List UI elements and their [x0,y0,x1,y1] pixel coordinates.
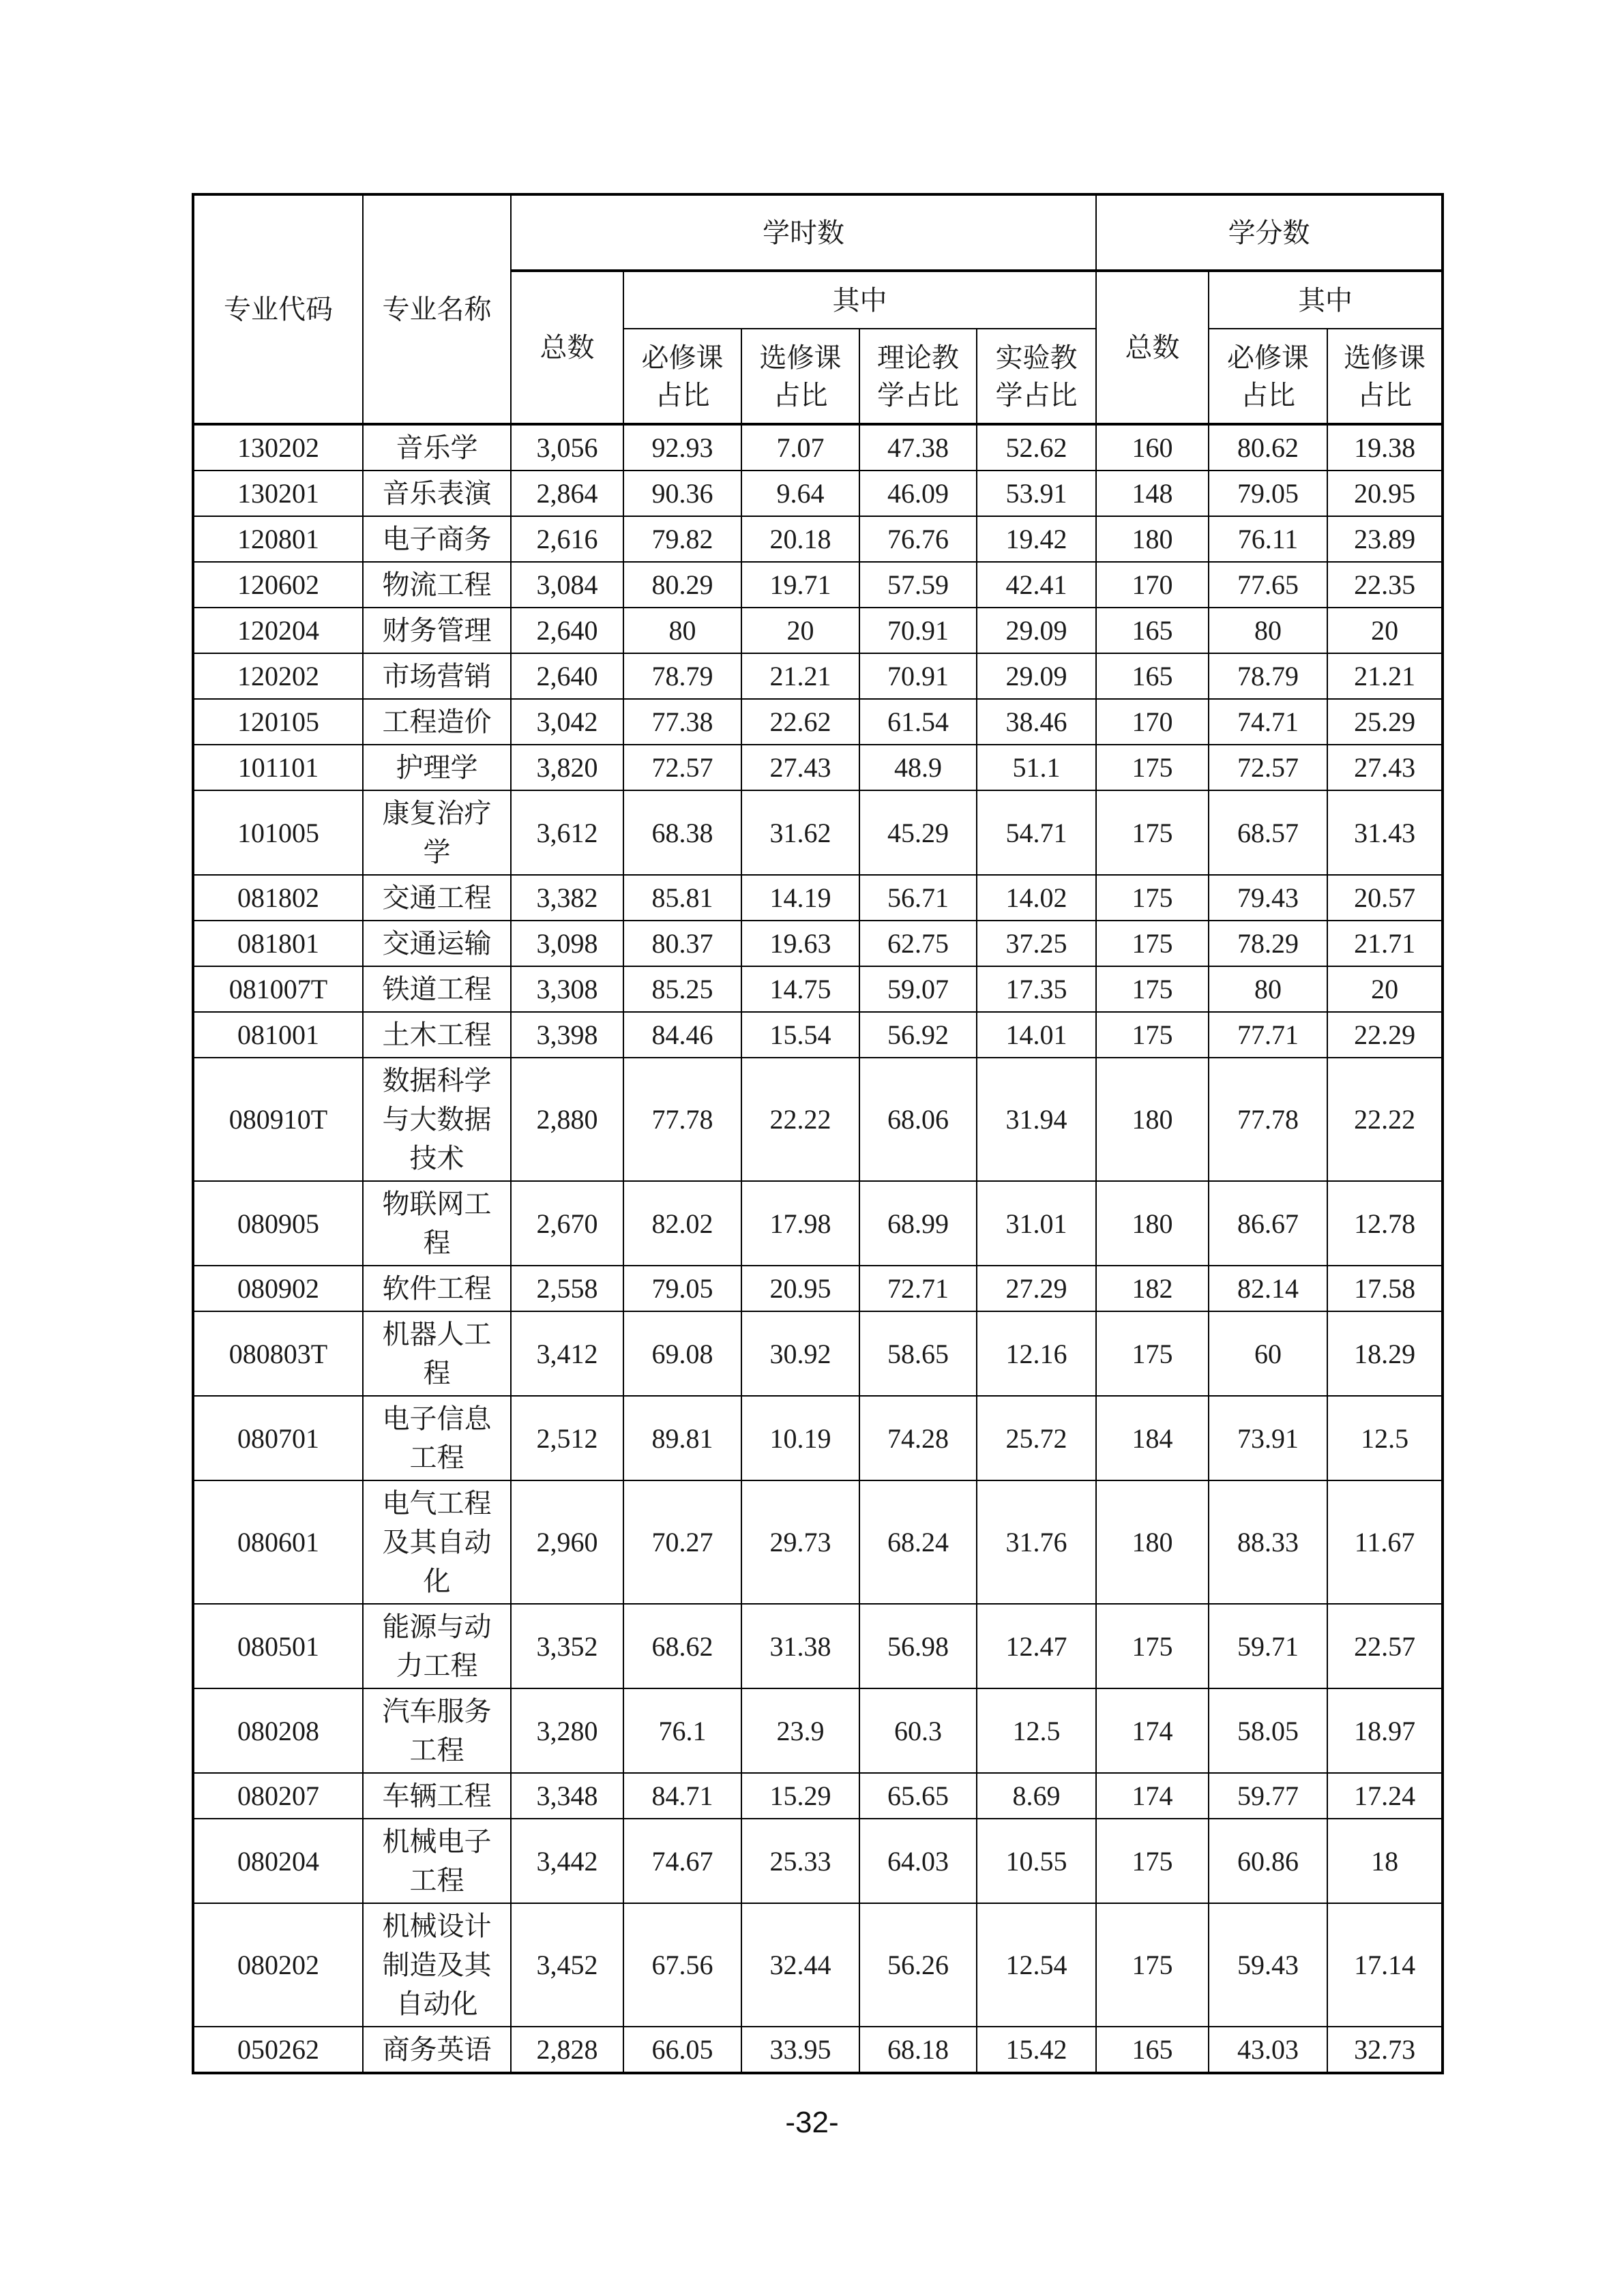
cell-code: 080701 [193,1396,363,1480]
cell-h_exp: 12.5 [977,1688,1096,1773]
cell-code: 081802 [193,875,363,921]
table-row [193,424,1443,471]
cell-c_elec: 17.58 [1327,1266,1443,1311]
cell-h_elec: 25.33 [741,1819,859,1903]
cell-h_exp: 12.54 [977,1903,1096,2027]
cell-h_theory: 56.92 [859,1012,977,1058]
cell-code: 130201 [193,471,363,516]
cell-c_total: 170 [1096,699,1209,745]
cell-h_exp: 19.42 [977,516,1096,562]
cell-h_total: 3,042 [511,699,623,745]
table-row [193,1819,1443,1903]
cell-h_theory: 62.75 [859,921,977,966]
table-row [193,1058,1443,1181]
cell-name: 机械电子工程 [363,1819,511,1903]
cell-c_elec: 12.5 [1327,1396,1443,1480]
cell-c_total: 180 [1096,516,1209,562]
header-hours-of-which: 其中 [623,271,1096,329]
cell-c_req: 78.29 [1209,921,1327,966]
cell-name: 工程造价 [363,699,511,745]
cell-h_exp: 42.41 [977,562,1096,608]
cell-c_total: 184 [1096,1396,1209,1480]
cell-name: 软件工程 [363,1266,511,1311]
cell-h_elec: 20 [741,608,859,653]
cell-name: 机器人工程 [363,1311,511,1396]
cell-c_total: 165 [1096,608,1209,653]
cell-h_total: 3,280 [511,1688,623,1773]
cell-c_total: 175 [1096,875,1209,921]
header-credits-group: 学分数 [1096,194,1443,271]
cell-c_elec: 17.24 [1327,1773,1443,1819]
cell-c_elec: 22.29 [1327,1012,1443,1058]
cell-c_total: 175 [1096,1012,1209,1058]
cell-c_req: 80 [1209,608,1327,653]
cell-c_elec: 19.38 [1327,424,1443,471]
cell-c_elec: 23.89 [1327,516,1443,562]
cell-h_exp: 29.09 [977,653,1096,699]
table-row [193,1903,1443,2027]
cell-c_total: 175 [1096,1819,1209,1903]
cell-c_req: 58.05 [1209,1688,1327,1773]
cell-c_total: 175 [1096,921,1209,966]
table-row [193,608,1443,653]
cell-code: 081007T [193,966,363,1012]
cell-h_req: 80 [623,608,741,653]
cell-h_req: 79.05 [623,1266,741,1311]
cell-h_elec: 20.95 [741,1266,859,1311]
cell-c_total: 174 [1096,1688,1209,1773]
majors-statistics-table [192,193,1444,2074]
cell-c_elec: 25.29 [1327,699,1443,745]
cell-h_elec: 20.18 [741,516,859,562]
cell-h_elec: 9.64 [741,471,859,516]
table-row [193,1396,1443,1480]
cell-h_req: 76.1 [623,1688,741,1773]
cell-h_theory: 74.28 [859,1396,977,1480]
cell-name: 铁道工程 [363,966,511,1012]
table-row [193,699,1443,745]
cell-c_req: 79.05 [1209,471,1327,516]
cell-c_req: 60.86 [1209,1819,1327,1903]
table-row [193,1266,1443,1311]
cell-c_total: 148 [1096,471,1209,516]
cell-c_req: 78.79 [1209,653,1327,699]
cell-h_exp: 51.1 [977,745,1096,790]
cell-c_req: 80 [1209,966,1327,1012]
cell-c_total: 175 [1096,1903,1209,2027]
cell-c_total: 165 [1096,653,1209,699]
cell-c_req: 59.43 [1209,1903,1327,2027]
cell-h_req: 84.46 [623,1012,741,1058]
cell-c_total: 175 [1096,1604,1209,1688]
cell-h_total: 2,640 [511,653,623,699]
table-row [193,745,1443,790]
cell-name: 电子信息工程 [363,1396,511,1480]
cell-c_elec: 21.21 [1327,653,1443,699]
cell-c_elec: 22.22 [1327,1058,1443,1181]
cell-h_exp: 14.02 [977,875,1096,921]
cell-name: 康复治疗学 [363,790,511,875]
cell-h_req: 85.25 [623,966,741,1012]
cell-name: 商务英语 [363,2027,511,2073]
cell-h_theory: 61.54 [859,699,977,745]
cell-h_exp: 8.69 [977,1773,1096,1819]
cell-c_req: 77.65 [1209,562,1327,608]
cell-h_theory: 48.9 [859,745,977,790]
cell-h_req: 66.05 [623,2027,741,2073]
cell-h_elec: 10.19 [741,1396,859,1480]
cell-code: 101005 [193,790,363,875]
cell-c_elec: 18.29 [1327,1311,1443,1396]
cell-h_total: 3,412 [511,1311,623,1396]
cell-name: 音乐学 [363,424,511,471]
cell-h_total: 2,880 [511,1058,623,1181]
header-credits-elective-ratio: 选修课占比 [1327,329,1443,424]
cell-code: 130202 [193,424,363,471]
table-row [193,1688,1443,1773]
cell-h_exp: 17.35 [977,966,1096,1012]
cell-c_elec: 22.35 [1327,562,1443,608]
cell-h_total: 3,084 [511,562,623,608]
cell-h_total: 3,098 [511,921,623,966]
cell-h_theory: 45.29 [859,790,977,875]
cell-h_req: 80.29 [623,562,741,608]
header-hours-total: 总数 [511,271,623,424]
cell-h_elec: 22.22 [741,1058,859,1181]
cell-name: 交通工程 [363,875,511,921]
cell-h_theory: 68.06 [859,1058,977,1181]
cell-name: 数据科学与大数据技术 [363,1058,511,1181]
cell-h_elec: 23.9 [741,1688,859,1773]
cell-h_elec: 19.71 [741,562,859,608]
cell-h_theory: 47.38 [859,424,977,471]
cell-h_elec: 31.62 [741,790,859,875]
cell-c_req: 88.33 [1209,1480,1327,1604]
cell-h_theory: 57.59 [859,562,977,608]
cell-h_theory: 56.98 [859,1604,977,1688]
cell-h_req: 77.78 [623,1058,741,1181]
table-row [193,966,1443,1012]
cell-c_total: 170 [1096,562,1209,608]
table-row [193,1480,1443,1604]
cell-h_total: 2,864 [511,471,623,516]
cell-h_exp: 31.01 [977,1181,1096,1266]
cell-h_exp: 54.71 [977,790,1096,875]
cell-h_theory: 72.71 [859,1266,977,1311]
cell-h_total: 3,308 [511,966,623,1012]
cell-h_exp: 27.29 [977,1266,1096,1311]
cell-h_theory: 56.26 [859,1903,977,2027]
cell-c_elec: 22.57 [1327,1604,1443,1688]
cell-c_elec: 31.43 [1327,790,1443,875]
cell-h_total: 2,616 [511,516,623,562]
cell-h_theory: 59.07 [859,966,977,1012]
cell-h_req: 68.62 [623,1604,741,1688]
cell-h_elec: 31.38 [741,1604,859,1688]
table-header [193,194,1443,424]
header-experiment-teaching-ratio: 实验教学占比 [977,329,1096,424]
cell-h_theory: 58.65 [859,1311,977,1396]
cell-h_total: 2,558 [511,1266,623,1311]
cell-h_theory: 76.76 [859,516,977,562]
cell-h_exp: 10.55 [977,1819,1096,1903]
cell-h_theory: 65.65 [859,1773,977,1819]
cell-code: 120105 [193,699,363,745]
header-major-name: 专业名称 [363,194,511,424]
cell-h_req: 92.93 [623,424,741,471]
cell-h_total: 3,612 [511,790,623,875]
cell-code: 120204 [193,608,363,653]
cell-c_elec: 11.67 [1327,1480,1443,1604]
cell-code: 120602 [193,562,363,608]
cell-name: 汽车服务工程 [363,1688,511,1773]
cell-name: 物流工程 [363,562,511,608]
cell-code: 080601 [193,1480,363,1604]
cell-c_total: 165 [1096,2027,1209,2073]
cell-h_total: 3,352 [511,1604,623,1688]
cell-name: 交通运输 [363,921,511,966]
cell-name: 音乐表演 [363,471,511,516]
cell-h_exp: 12.16 [977,1311,1096,1396]
cell-c_req: 59.77 [1209,1773,1327,1819]
cell-h_total: 3,348 [511,1773,623,1819]
table-row [193,1012,1443,1058]
cell-name: 市场营销 [363,653,511,699]
table-row [193,2027,1443,2073]
cell-code: 120202 [193,653,363,699]
cell-h_exp: 38.46 [977,699,1096,745]
header-hours-elective-ratio: 选修课占比 [741,329,859,424]
cell-h_req: 74.67 [623,1819,741,1903]
cell-h_theory: 60.3 [859,1688,977,1773]
cell-c_req: 60 [1209,1311,1327,1396]
cell-h_total: 2,512 [511,1396,623,1480]
cell-code: 101101 [193,745,363,790]
cell-name: 土木工程 [363,1012,511,1058]
header-row-groups [193,194,1443,271]
cell-c_elec: 17.14 [1327,1903,1443,2027]
cell-h_req: 90.36 [623,471,741,516]
cell-c_req: 86.67 [1209,1181,1327,1266]
cell-h_exp: 37.25 [977,921,1096,966]
cell-h_exp: 31.94 [977,1058,1096,1181]
cell-h_theory: 70.91 [859,653,977,699]
cell-h_elec: 22.62 [741,699,859,745]
cell-c_req: 77.71 [1209,1012,1327,1058]
cell-h_elec: 15.29 [741,1773,859,1819]
header-theory-teaching-ratio: 理论教学占比 [859,329,977,424]
table-row [193,1773,1443,1819]
table-row [193,653,1443,699]
cell-h_elec: 33.95 [741,2027,859,2073]
cell-h_total: 3,820 [511,745,623,790]
cell-c_total: 175 [1096,966,1209,1012]
cell-h_elec: 29.73 [741,1480,859,1604]
cell-h_req: 77.38 [623,699,741,745]
cell-h_elec: 14.19 [741,875,859,921]
cell-h_elec: 30.92 [741,1311,859,1396]
header-credits-required-ratio: 必修课占比 [1209,329,1327,424]
cell-c_total: 160 [1096,424,1209,471]
cell-name: 车辆工程 [363,1773,511,1819]
cell-h_exp: 25.72 [977,1396,1096,1480]
cell-name: 财务管理 [363,608,511,653]
cell-code: 080207 [193,1773,363,1819]
table-body [193,424,1443,2073]
cell-h_req: 70.27 [623,1480,741,1604]
cell-h_theory: 68.99 [859,1181,977,1266]
cell-h_exp: 53.91 [977,471,1096,516]
cell-h_total: 2,670 [511,1181,623,1266]
header-credits-total: 总数 [1096,271,1209,424]
header-class-hours-group: 学时数 [511,194,1096,271]
cell-code: 080208 [193,1688,363,1773]
header-hours-required-ratio: 必修课占比 [623,329,741,424]
cell-c_total: 180 [1096,1480,1209,1604]
table-row [193,471,1443,516]
cell-h_elec: 21.21 [741,653,859,699]
cell-c_req: 76.11 [1209,516,1327,562]
cell-c_total: 180 [1096,1181,1209,1266]
cell-h_elec: 14.75 [741,966,859,1012]
cell-h_elec: 19.63 [741,921,859,966]
cell-h_total: 3,398 [511,1012,623,1058]
cell-h_req: 80.37 [623,921,741,966]
cell-c_total: 175 [1096,1311,1209,1396]
cell-c_elec: 12.78 [1327,1181,1443,1266]
cell-code: 080905 [193,1181,363,1266]
cell-code: 080202 [193,1903,363,2027]
cell-c_req: 77.78 [1209,1058,1327,1181]
cell-h_theory: 56.71 [859,875,977,921]
cell-code: 080910T [193,1058,363,1181]
cell-c_req: 79.43 [1209,875,1327,921]
cell-h_total: 2,828 [511,2027,623,2073]
table-row [193,1604,1443,1688]
cell-h_total: 3,452 [511,1903,623,2027]
cell-code: 080501 [193,1604,363,1688]
table-row [193,1181,1443,1266]
cell-h_req: 69.08 [623,1311,741,1396]
cell-c_total: 174 [1096,1773,1209,1819]
cell-h_total: 3,056 [511,424,623,471]
cell-name: 护理学 [363,745,511,790]
cell-c_total: 175 [1096,790,1209,875]
table-row [193,790,1443,875]
cell-h_exp: 29.09 [977,608,1096,653]
cell-h_req: 78.79 [623,653,741,699]
cell-code: 080902 [193,1266,363,1311]
cell-h_elec: 17.98 [741,1181,859,1266]
cell-code: 081001 [193,1012,363,1058]
table-row [193,516,1443,562]
page-number: -32- [785,2106,839,2139]
cell-h_req: 79.82 [623,516,741,562]
cell-h_req: 84.71 [623,1773,741,1819]
header-credits-of-which: 其中 [1209,271,1443,329]
cell-h_theory: 64.03 [859,1819,977,1903]
cell-h_exp: 31.76 [977,1480,1096,1604]
cell-h_req: 72.57 [623,745,741,790]
cell-c_elec: 32.73 [1327,2027,1443,2073]
cell-name: 电气工程及其自动化 [363,1480,511,1604]
cell-code: 080204 [193,1819,363,1903]
cell-c_elec: 20.57 [1327,875,1443,921]
cell-c_req: 43.03 [1209,2027,1327,2073]
cell-c_req: 82.14 [1209,1266,1327,1311]
cell-name: 物联网工程 [363,1181,511,1266]
cell-c_elec: 18.97 [1327,1688,1443,1773]
cell-name: 机械设计制造及其自动化 [363,1903,511,2027]
cell-c_elec: 27.43 [1327,745,1443,790]
table-row [193,1311,1443,1396]
header-major-code: 专业代码 [193,194,363,424]
cell-c_elec: 20 [1327,966,1443,1012]
cell-h_req: 82.02 [623,1181,741,1266]
table-row [193,921,1443,966]
cell-c_total: 182 [1096,1266,1209,1311]
cell-h_req: 68.38 [623,790,741,875]
cell-c_req: 80.62 [1209,424,1327,471]
cell-c_elec: 20 [1327,608,1443,653]
cell-h_total: 3,382 [511,875,623,921]
cell-h_theory: 46.09 [859,471,977,516]
cell-c_req: 68.57 [1209,790,1327,875]
cell-code: 081801 [193,921,363,966]
cell-c_req: 74.71 [1209,699,1327,745]
cell-h_req: 67.56 [623,1903,741,2027]
cell-c_req: 72.57 [1209,745,1327,790]
cell-h_exp: 15.42 [977,2027,1096,2073]
cell-c_total: 180 [1096,1058,1209,1181]
table-row [193,875,1443,921]
cell-h_exp: 12.47 [977,1604,1096,1688]
cell-h_elec: 27.43 [741,745,859,790]
cell-code: 080803T [193,1311,363,1396]
cell-c_elec: 21.71 [1327,921,1443,966]
cell-c_elec: 20.95 [1327,471,1443,516]
cell-h_exp: 14.01 [977,1012,1096,1058]
cell-h_exp: 52.62 [977,424,1096,471]
cell-h_req: 85.81 [623,875,741,921]
cell-h_elec: 7.07 [741,424,859,471]
cell-h_elec: 32.44 [741,1903,859,2027]
cell-name: 电子商务 [363,516,511,562]
cell-h_theory: 70.91 [859,608,977,653]
cell-code: 050262 [193,2027,363,2073]
cell-name: 能源与动力工程 [363,1604,511,1688]
cell-h_total: 2,640 [511,608,623,653]
cell-h_theory: 68.18 [859,2027,977,2073]
cell-c_total: 175 [1096,745,1209,790]
cell-h_req: 89.81 [623,1396,741,1480]
cell-h_elec: 15.54 [741,1012,859,1058]
cell-c_req: 73.91 [1209,1396,1327,1480]
cell-c_req: 59.71 [1209,1604,1327,1688]
cell-c_elec: 18 [1327,1819,1443,1903]
cell-code: 120801 [193,516,363,562]
table-row [193,562,1443,608]
cell-h_theory: 68.24 [859,1480,977,1604]
cell-h_total: 3,442 [511,1819,623,1903]
cell-h_total: 2,960 [511,1480,623,1604]
